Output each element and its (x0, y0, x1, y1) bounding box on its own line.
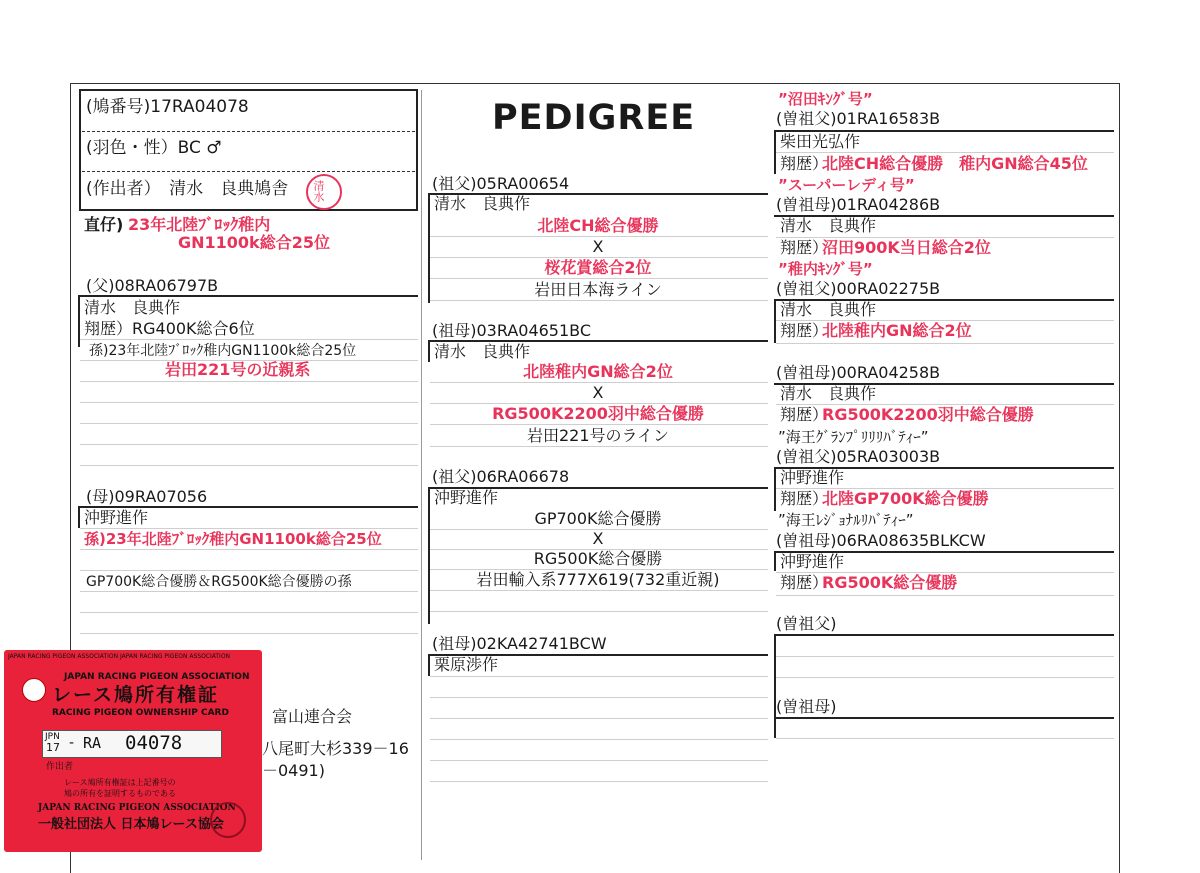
rule (80, 591, 418, 592)
children-label: 直仔) (84, 215, 124, 234)
rule (430, 236, 768, 237)
rule (776, 677, 1114, 678)
owner-postcode: －0491) (262, 761, 325, 780)
rule (430, 760, 768, 761)
ggd2-record-label: 翔歴） (780, 405, 829, 424)
rule (430, 781, 768, 782)
rule (430, 611, 768, 612)
grandsire1-breeder: 清水 良典作 (434, 194, 531, 213)
divider (82, 171, 415, 172)
rule (776, 343, 1114, 344)
ggd1-breeder: 清水 良典作 (780, 216, 877, 235)
rule (80, 444, 418, 445)
ggs2-breeder: 清水 良典作 (780, 300, 877, 319)
ggd3-breeder: 沖野進作 (780, 552, 845, 571)
granddam2-ring: (祖母)02KA42741BCW (432, 634, 607, 653)
granddam2-bracket (428, 654, 430, 676)
ggs3-bracket (774, 467, 776, 511)
sire-ring: (父)08RA06797B (86, 276, 219, 295)
ggs1-ring: (曽祖父)01RA16583B (776, 109, 941, 128)
grandsire2-line-note: 岩田輸入系777X619(732重近親) (476, 570, 720, 589)
grandsire1-record1: 北陸CH総合優勝 (537, 216, 659, 235)
ggs2-name: ”稚内ｷﾝｸﾞ号” (778, 260, 873, 278)
ggd4-ring: (曽祖母) (776, 697, 837, 716)
grandsire2-ring: (祖父)06RA06678 (432, 467, 570, 486)
ggd3-record: RG500K総合優勝 (822, 573, 958, 592)
grandsire1-cross: X (592, 237, 604, 256)
children-record-2: GN1100k総合25位 (178, 233, 330, 252)
rule (430, 676, 768, 677)
ggs4-ring: (曽祖父) (776, 614, 837, 633)
granddam1-line-note: 岩田221号のライン (526, 426, 670, 445)
ggd3-ring: (曽祖母)06RA08635BLKCW (776, 531, 986, 550)
dam-note: GP700K総合優勝＆RG500K総合優勝の孫 (86, 574, 352, 590)
card-note2: 鳩の所有を証明するものである (64, 789, 176, 798)
rule (80, 381, 418, 382)
granddam1-record1: 北陸稚内GN総合2位 (523, 362, 673, 381)
grandsire2-breeder: 沖野進作 (434, 488, 499, 507)
card-jp-title: レース鳩所有権証 (52, 684, 220, 706)
ggd2-breeder: 清水 良典作 (780, 384, 877, 403)
ggs2-record-label: 翔歴） (780, 321, 829, 340)
rule (80, 570, 418, 571)
ggs2-bracket (774, 299, 776, 343)
grandsire2-record2: RG500K総合優勝 (533, 549, 663, 568)
ggd1-name: ”スーパーレディ号” (778, 176, 915, 194)
rule (430, 529, 768, 530)
grandsire1-line-note: 岩田日本海ライン (534, 280, 662, 299)
dam-ring: (母)09RA07056 (86, 487, 208, 506)
children-record: 23年北陸ﾌﾞﾛｯｸ稚内 (128, 215, 271, 234)
card-en-subtitle: RACING PIGEON OWNERSHIP CARD (52, 708, 229, 718)
rule (80, 528, 418, 529)
granddam1-record2: RG500K2200羽中総合優勝 (492, 404, 704, 423)
card-punch-hole (22, 678, 46, 702)
ggs2-ring: (曽祖父)00RA02275B (776, 279, 941, 298)
ggd2-record: RG500K2200羽中総合優勝 (822, 405, 1034, 424)
rule (80, 402, 418, 403)
ggd3-record-label: 翔歴） (780, 573, 829, 592)
rule (430, 739, 768, 740)
breeder-stamp (306, 174, 342, 210)
ggd1-record: 沼田900K当日総合2位 (822, 238, 991, 257)
granddam1-breeder: 清水 良典作 (434, 342, 531, 361)
stamp-text: 清水 (312, 180, 325, 202)
ggs2-record: 北陸稚内GN総合2位 (822, 321, 972, 340)
grandsire2-cross: X (592, 529, 604, 548)
dam-breeder: 沖野進作 (84, 508, 149, 527)
ownership-card (4, 650, 262, 852)
ggd1-ring: (曽祖母)01RA04286B (776, 195, 941, 214)
ggs3-name: ”海王ﾚｼﾞｮﾅﾙﾘﾊﾞﾃｨｰ” (778, 511, 914, 529)
owner-association: 富山連合会 (272, 707, 353, 726)
card-note1: レース鳩所有権証は上記番号の (64, 778, 176, 787)
rule (430, 278, 768, 279)
card-en-bottom: JAPAN RACING PIGEON ASSOCIATION (38, 803, 236, 813)
sire-note: 岩田221号の近親系 (165, 360, 311, 379)
ggs1-record-label: 翔歴） (780, 154, 829, 173)
rule (430, 300, 768, 301)
pigeon-breeder: (作出者） 清水 良典鳩舎 (86, 179, 289, 199)
ggd3-bracket (774, 551, 776, 571)
granddam1-bracket (428, 340, 430, 362)
rule (430, 382, 768, 383)
grandsire2-record1: GP700K総合優勝 (534, 509, 662, 528)
rule (430, 446, 768, 447)
card-jp-bottom: 一般社団法人 日本鳩レース協会 (38, 817, 224, 832)
ggs3-record-label: 翔歴） (780, 489, 829, 508)
rule (80, 549, 418, 550)
column-divider (421, 90, 422, 860)
card-top-band: JAPAN RACING PIGEON ASSOCIATION JAPAN RACING PIGEON ASSOCIATION (8, 653, 231, 660)
card-seal (210, 802, 246, 838)
rule (430, 257, 768, 258)
sire-record: 翔歴）RG400K総合6位 (84, 319, 255, 338)
ggs3-record: 北陸GP700K総合優勝 (822, 489, 989, 508)
card-year: 17 (46, 741, 60, 754)
rule (80, 612, 418, 613)
grandsire1-ring: (祖父)05RA00654 (432, 174, 570, 193)
card-code: RA (83, 734, 102, 752)
card-number: 04078 (125, 732, 183, 754)
sire-grand: 孫)23年北陸ﾌﾞﾛｯｸ稚内GN1100k総合25位 (89, 343, 357, 359)
rule (430, 424, 768, 425)
ggd2-ring: (曽祖母)00RA04258B (776, 363, 941, 382)
ggs3-ring: (曽祖父)05RA03003B (776, 447, 941, 466)
ggd1-record-label: 翔歴） (780, 238, 829, 257)
ggs1-breeder: 柴田光弘作 (780, 132, 861, 151)
grandsire1-record2: 桜花賞総合2位 (544, 258, 652, 277)
rule (80, 633, 418, 634)
rule (430, 549, 768, 550)
granddam1-ring: (祖母)03RA04651BC (432, 321, 592, 340)
rule (776, 595, 1114, 596)
card-id-field (42, 730, 222, 758)
card-jpn: JPN (45, 732, 60, 742)
rule (430, 718, 768, 719)
card-dash: - (69, 735, 75, 751)
ggd2-name: ”海王ｸﾞﾗﾝﾌﾟﾘﾘﾘﾊﾞﾃｨｰ” (778, 428, 929, 446)
page-title: PEDIGREE (492, 98, 696, 138)
owner-address: 八尾町大杉339－16 (262, 739, 409, 758)
card-en-title: JAPAN RACING PIGEON ASSOCIATION (64, 672, 250, 682)
rule (776, 656, 1114, 657)
rule (776, 152, 1114, 153)
card-owner-label: 作出者 (46, 762, 74, 772)
dam-bracket (78, 506, 80, 528)
rule (430, 569, 768, 570)
ggs1-name: ”沼田ｷﾝｸﾞ号” (778, 90, 873, 108)
pigeon-color-sex: (羽色・性）BC ♂ (86, 138, 222, 158)
granddam2-breeder: 栗原渉作 (434, 655, 499, 674)
dam-grand: 孫)23年北陸ﾌﾞﾛｯｸ稚内GN1100k総合25位 (84, 530, 382, 548)
ggs1-record: 北陸CH総合優勝 稚内GN総合45位 (822, 154, 1088, 173)
divider (82, 131, 415, 132)
granddam1-cross: X (592, 383, 604, 402)
ggs4-bracket (774, 634, 776, 738)
rule (776, 738, 1114, 739)
sire-breeder: 清水 良典作 (84, 298, 181, 317)
sire-line (78, 295, 418, 297)
pigeon-ring: (鳩番号)17RA04078 (86, 97, 249, 117)
rule (80, 339, 418, 340)
ggs4-line (774, 634, 1114, 636)
ggd4-line (774, 717, 1114, 719)
rule (80, 465, 418, 466)
rule (430, 403, 768, 404)
rule (430, 590, 768, 591)
rule (430, 697, 768, 698)
rule (80, 423, 418, 424)
ggs3-breeder: 沖野進作 (780, 468, 845, 487)
